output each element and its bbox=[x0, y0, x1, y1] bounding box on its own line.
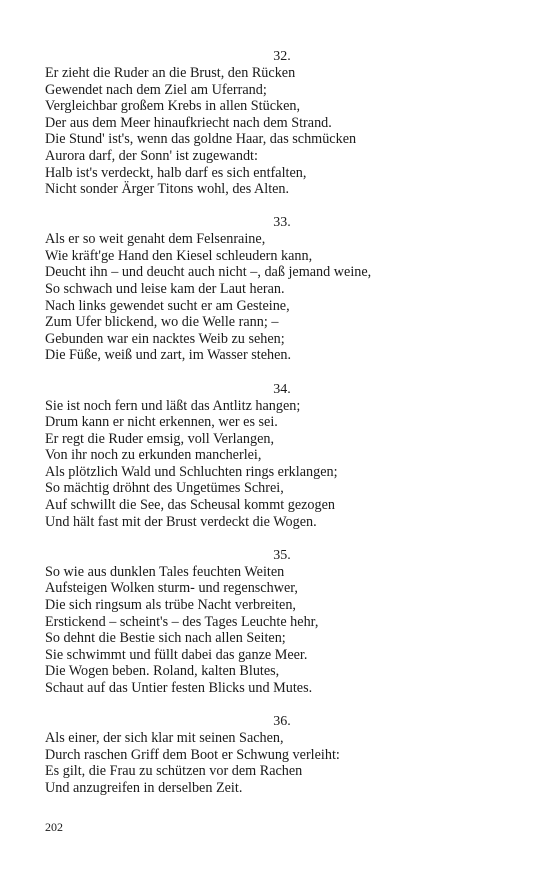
verse-line: Die Stund' ist's, wenn das goldne Haar, das schmücken bbox=[45, 131, 357, 148]
verse-line: Zum Ufer blickend, wo die Welle rann; – bbox=[45, 314, 279, 331]
verse-line: Aurora darf, der Sonn' ist zugewandt: bbox=[45, 147, 258, 164]
verse-line: Vergleichbar großem Krebs in allen Stücken, bbox=[45, 98, 301, 115]
stanza-number: 33. bbox=[273, 215, 291, 231]
verse-line: Halb ist's verdeckt, halb darf es sich entfalten, bbox=[45, 164, 307, 181]
verse-line: Deucht ihn – und deucht auch nicht –, daß jemand weine, bbox=[45, 264, 372, 281]
stanza-number: 34. bbox=[273, 381, 291, 397]
stanza-36 bbox=[45, 713, 515, 796]
verse-line: Es gilt, die Frau zu schützen vor dem Rachen bbox=[45, 763, 303, 780]
page-number: 202 bbox=[45, 820, 63, 834]
verse-line: Sie schwimmt und füllt dabei das ganze Meer. bbox=[45, 646, 308, 663]
verse-line: Er regt die Ruder emsig, voll Verlangen, bbox=[45, 430, 275, 447]
stanza-33 bbox=[45, 214, 515, 364]
verse-line: Erstickend – scheint's – des Tages Leuchte hehr, bbox=[45, 613, 319, 630]
verse-line: Auf schwillt die See, das Scheusal kommt gezogen bbox=[45, 497, 335, 514]
stanza-32 bbox=[45, 48, 515, 198]
verse-line: Gewendet nach dem Ziel am Uferrand; bbox=[45, 81, 267, 98]
verse-line: Der aus dem Meer hinaufkriecht nach dem Strand. bbox=[45, 114, 332, 131]
verse-line: Und hält fast mit der Brust verdeckt die Wogen. bbox=[45, 513, 317, 530]
page-body bbox=[45, 48, 515, 813]
verse-line: Als plötzlich Wald und Schluchten rings erklangen; bbox=[45, 463, 338, 480]
verse-line: Als einer, der sich klar mit seinen Sachen, bbox=[45, 730, 284, 746]
verse-line: Schaut auf das Untier festen Blicks und Mutes. bbox=[45, 679, 313, 696]
verse-line: Sie ist noch fern und läßt das Antlitz hangen; bbox=[45, 397, 301, 414]
verse-line: So schwach und leise kam der Laut heran. bbox=[45, 281, 285, 298]
verse-line: Die Wogen beben. Roland, kalten Blutes, bbox=[45, 663, 280, 680]
stanza-34 bbox=[45, 381, 515, 531]
verse-line: Und anzugreifen in derselben Zeit. bbox=[45, 779, 243, 796]
stanza-35 bbox=[45, 547, 515, 697]
verse-line: Gebunden war ein nacktes Weib zu sehen; bbox=[45, 330, 285, 347]
verse-line: Als er so weit genaht dem Felsenraine, bbox=[45, 231, 266, 248]
stanza-number: 36. bbox=[273, 714, 291, 729]
verse-line: Aufsteigen Wolken sturm- und regenschwer, bbox=[45, 580, 298, 597]
verse-line: Durch raschen Griff dem Boot er Schwung verleiht: bbox=[45, 746, 340, 763]
verse-line: Von ihr noch zu erkunden mancherlei, bbox=[45, 447, 262, 464]
verse-line: So wie aus dunklen Tales feuchten Weiten bbox=[45, 563, 285, 580]
verse-line: Die sich ringsum als trübe Nacht verbreiten, bbox=[45, 596, 296, 613]
verse-line: Wie kräft'ge Hand den Kiesel schleudern kann, bbox=[45, 247, 313, 264]
verse-line: Drum kann er nicht erkennen, wer es sei. bbox=[45, 414, 278, 431]
verse-line: Die Füße, weiß und zart, im Wasser stehen. bbox=[45, 347, 292, 364]
verse-line: Nicht sonder Ärger Titons wohl, des Alten. bbox=[45, 181, 290, 198]
verse-line: Er zieht die Ruder an die Brust, den Rücken bbox=[45, 65, 296, 81]
verse-line: So mächtig dröhnt des Ungetümes Schrei, bbox=[45, 480, 284, 497]
stanza-number: 35. bbox=[273, 547, 291, 563]
verse-line: So dehnt die Bestie sich nach allen Seiten; bbox=[45, 630, 286, 647]
stanza-number: 32. bbox=[273, 49, 291, 64]
verse-line: Nach links gewendet sucht er am Gesteine, bbox=[45, 297, 290, 314]
